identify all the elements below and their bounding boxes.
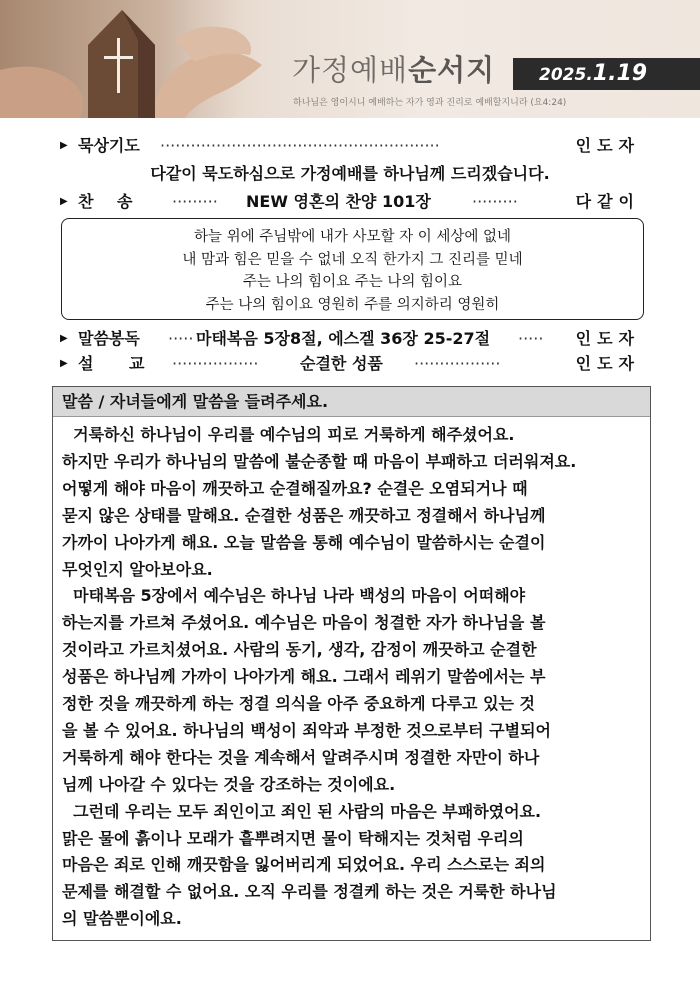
hymn-title: NEW 영혼의 찬양 101장 (246, 192, 431, 211)
leader-dots: ······················································· (160, 136, 440, 155)
sermon-line: 거룩하신 하나님이 우리를 예수님의 피로 거룩하게 해주셨어요. (62, 425, 515, 444)
sermon-line: 묻지 않은 상태를 말해요. 순결한 성품은 깨끗하고 정결해서 하나님께 (62, 505, 546, 525)
order-label: 말씀봉독 (78, 329, 140, 348)
hymn-lyric-line: 주는 나의 힘이요 주는 나의 힘이요 (242, 274, 463, 290)
order-leader: 다같이 (575, 192, 640, 211)
sermon-line: 정한 것을 깨끗하게 하는 정결 의식을 아주 중요하게 다루고 있는 것 (62, 694, 536, 713)
leader-dots: ················· (172, 354, 259, 373)
order-label: 설 교 (78, 354, 145, 373)
sermon-line: 가까이 나아가게 해요. 오늘 말씀을 통해 예수님이 말씀하시는 순결이 (62, 532, 546, 552)
sermon-line: 거룩하게 해야 한다는 것을 계속해서 알려주시며 정결한 자만이 하나 (62, 747, 540, 767)
order-leader: 인도자 (575, 354, 640, 373)
leader-dots: ················· (414, 354, 501, 373)
sermon-line: 성품은 하나님께 가까이 나아가게 해요. 그래서 레위기 말씀에서는 부 (62, 667, 546, 687)
opening-line: 다같이 묵도하심으로 가정예배를 하나님께 드리겠습니다. (150, 164, 550, 183)
sermon-line: 것이라고 가르치셨어요. 사람의 동기, 생각, 감정이 깨끗하고 순결한 (62, 640, 537, 660)
order-row-sermon (60, 352, 640, 376)
scripture-title: 마태복음 5장8절, 에스겔 36장 25-27절 (196, 329, 491, 348)
hands-holding-house-image (0, 0, 270, 118)
order-row-silent-prayer (60, 134, 640, 158)
order-label: 찬 송 (78, 192, 133, 211)
title-bold: 순서지 (408, 53, 496, 87)
sermon-line: 문제를 해결할 수 없어요. 오직 우리를 정결케 하는 것은 거룩한 하나님 (62, 882, 557, 902)
hymn-lyric-line: 주는 나의 힘이요 영원히 주를 의지하리 영원히 (205, 296, 500, 313)
sermon-title: 순결한 성품 (300, 354, 383, 373)
leader-dots: ········· (472, 192, 518, 211)
sermon-line: 을 볼 수 있어요. 하나님의 백성이 죄악과 부정한 것으로부터 구별되어 (62, 720, 551, 740)
sermon-box-header: 말씀 / 자녀들에게 말씀을 들려주세요. (53, 387, 650, 417)
order-leader: 인도자 (575, 329, 640, 348)
sermon-line: 님께 나아갈 수 있다는 것을 강조하는 것이에요. (62, 774, 396, 794)
header-banner (0, 0, 700, 118)
triangle-bullet-icon: ▶ (60, 196, 68, 207)
sermon-line: 의 말씀뿐이에요. (62, 909, 182, 929)
date-prefix: 2025. (539, 65, 593, 85)
hymn-lyric-line: 내 맘과 힘은 믿을 수 없네 오직 한가지 그 진리를 믿네 (182, 251, 523, 268)
triangle-bullet-icon: ▶ (60, 140, 68, 151)
hymn-lyrics-box (61, 218, 644, 320)
order-label: 묵상기도 (78, 136, 140, 155)
sermon-line: 무엇인지 알아보아요. (62, 559, 213, 579)
banner-verse: 하나님은 영이시니 예배하는 자가 영과 진리로 예배할지니라 (요4:24) (293, 98, 567, 108)
sermon-line: 맑은 물에 흙이나 모래가 흩뿌려지면 물이 탁해지는 것처럼 우리의 (62, 828, 524, 848)
sermon-box (52, 386, 651, 941)
banner-title (292, 50, 495, 90)
leader-dots: ········· (172, 192, 218, 211)
title-light: 가정예배 (292, 53, 409, 87)
leader-dots: ····· (518, 329, 544, 348)
triangle-bullet-icon: ▶ (60, 333, 68, 344)
order-leader: 인도자 (575, 136, 640, 155)
triangle-bullet-icon: ▶ (60, 358, 68, 369)
sermon-line: 하지만 우리가 하나님의 말씀에 불순종할 때 마음이 부패하고 더러워져요. (62, 451, 577, 471)
date-badge (513, 58, 700, 90)
sermon-line: 어떻게 해야 마음이 깨끗하고 순결해질까요? 순결은 오염되거나 때 (62, 478, 528, 498)
sermon-line: 그런데 우리는 모두 죄인이고 죄인 된 사람의 마음은 부패하였어요. (62, 801, 542, 821)
sermon-line: 마태복음 5장에서 예수님은 하나님 나라 백성의 마음이 어떠해야 (62, 586, 526, 606)
order-row-hymn (60, 190, 640, 214)
hymn-lyric-line: 하늘 위에 주님밖에 내가 사모할 자 이 세상에 없네 (193, 229, 511, 245)
order-row-scripture (60, 327, 640, 351)
sermon-line: 하는지를 가르쳐 주셨어요. 예수님은 마음이 청결한 자가 하나님을 볼 (62, 613, 546, 633)
date-day: 1.19 (592, 61, 648, 86)
sermon-line: 마음은 죄로 인해 깨끗함을 잃어버리게 되었어요. 우리 스스로는 죄의 (62, 855, 546, 875)
leader-dots: ····· (168, 329, 194, 348)
